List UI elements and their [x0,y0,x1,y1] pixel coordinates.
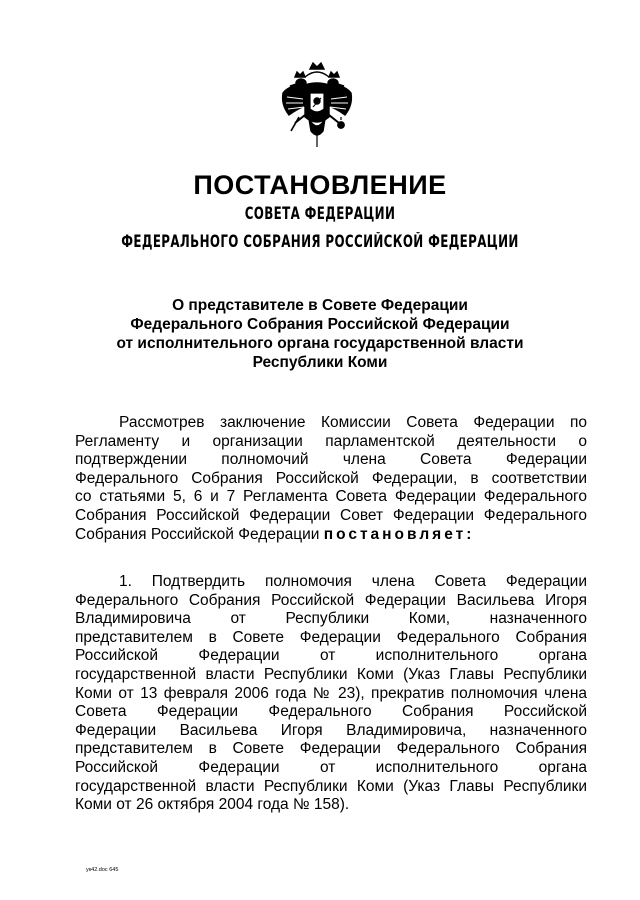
item-line: представителем в Совете Федерации Федерального Собрания [75,740,587,758]
heading-line: О представителе в Совете Федерации [172,297,468,314]
item-line: Федерального Собрания Российской Федерации Васильева Игоря [75,591,587,609]
resolves-word: постановляет [323,525,467,543]
issuer-line-1: СОВЕТА ФЕДЕРАЦИИ [244,204,396,223]
item-line: Российской Федерации от исполнительного органа [75,758,587,776]
item-line: Федерации Васильева Игоря Владимировича, назначенного [75,721,587,739]
preamble-line: со статьями 5, 6 и 7 Регламента Совета Федерации Федерального [75,488,587,506]
item-line: государственной власти Республики Коми (Указ Главы Республики [75,665,587,683]
heading-line: Федерального Собрания Российской Федерации [130,316,510,333]
preamble-line: Собрания Российской Федерации Совет Федерации Федерального [75,506,587,524]
item-line: представителем в Совете Федерации Федерального Собрания [75,628,587,646]
preamble-line: Регламенту и организации парламентской деятельности о [75,432,587,450]
preamble-paragraph [75,414,587,544]
preamble-line: Рассмотрев заключение Комиссии Совета Федерации по [119,414,587,431]
heading-line: от исполнительного органа государственной власти [116,335,524,352]
heading-line: Республики Коми [252,354,388,371]
item-line: государственной власти Республики Коми (Указ Главы Республики [75,777,587,795]
resolves-colon: : [466,525,475,543]
preamble-last-line [75,526,587,545]
item-1-paragraph [75,573,587,815]
russian-coat-of-arms-icon [277,57,357,149]
preamble-line: подтверждении полномочий члена Совета Федерации [75,451,587,469]
issuer-line-2: ФЕДЕРАЛЬНОГО СОБРАНИЯ РОССИЙСКОЙ ФЕДЕРАЦИИ [121,232,519,251]
preamble-line: Собрания Российской Федерации [75,525,320,543]
item-line: Коми от 26 октября 2004 года № 158). [75,796,350,814]
preamble-line: Федерального Собрания Российской Федерации, в соответствии [75,469,587,487]
item-line: Владимировича от Республики Коми, назначенного [75,610,587,628]
item-line: 1. Подтвердить полномочия члена Совета Федерации [119,573,587,590]
document-file-reference: ук42.doc 645 [86,867,119,873]
item-line: Российской Федерации от исполнительного органа [75,647,587,665]
item-line: Совета Федерации Федерального Собрания Российской [75,703,587,721]
document-title: ПОСТАНОВЛЕНИЕ [193,170,447,200]
item-line: Коми от 13 февраля 2006 года № 23), прекратив полномочия члена [75,684,587,702]
resolution-heading [0,296,640,372]
